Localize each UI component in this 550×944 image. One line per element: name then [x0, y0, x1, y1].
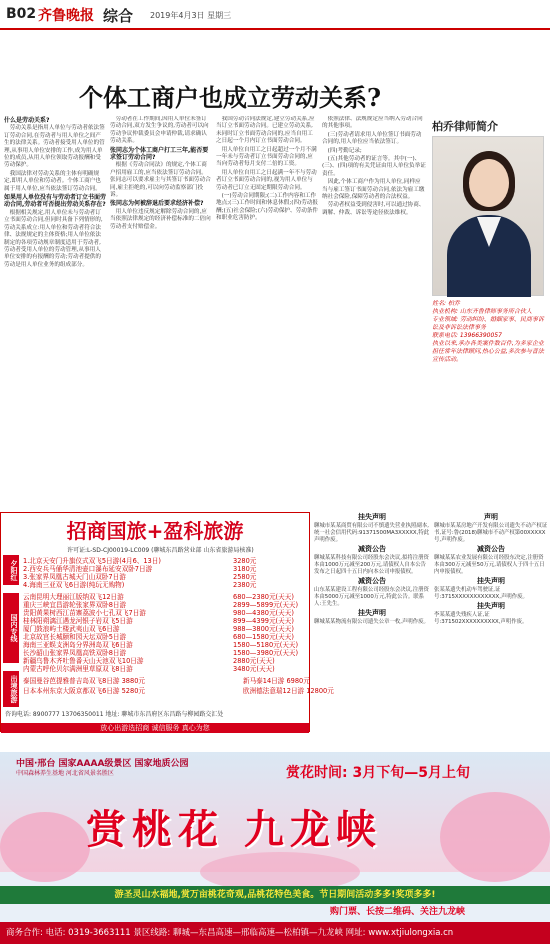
article-column-4	[322, 116, 426, 510]
route-price: 2580元	[233, 573, 257, 581]
article-column-3	[216, 116, 318, 510]
route-price: 1580—3980元(天天)	[233, 649, 299, 657]
notice-text: 聊城市某某房地产开发有限公司遗失不动产权证书,证号:鲁(2018)聊城市不动产权第00XXXXX号,声明作废。	[434, 523, 548, 543]
notice-heading: 声明	[484, 513, 498, 521]
label-short-trip: 夕阳红	[3, 555, 19, 585]
route-name: 重庆三峡宜昌游轮张家界双卧8日游	[23, 601, 127, 609]
route-price: 3480元(天天)	[233, 665, 275, 673]
route-name: 长沙韶山张家界凤凰高铁双卧8日游	[23, 649, 127, 657]
article-paragraph: 用人单位自用工之日起超过一个月不满一年未与劳动者订立书面劳动合同的,应当向劳动者每月支付二倍的工资。	[216, 146, 317, 168]
page-header	[0, 0, 550, 30]
route-name: 厦门鼓浪屿土楼武夷山双飞6日游	[23, 625, 120, 633]
newspaper-logo: 齐鲁晚报	[38, 8, 94, 24]
lawyer-intro-heading: 柏乔律师简介	[432, 120, 498, 133]
route-name: 贵阳黄果树西江苗寨荔波小七孔双飞7日游	[23, 609, 146, 617]
route-name: 云南昆明大理丽江版纳双飞12日游	[23, 593, 124, 601]
route-price: 2380元	[233, 581, 257, 589]
travel-ad-slogan: 放心出游选招商 诚信服务 真心为您	[1, 723, 309, 733]
issue-date: 2019年4月3日 星期三	[150, 11, 232, 20]
tour-route-row	[23, 663, 275, 673]
notices-column-1	[314, 512, 430, 748]
label-abroad: 出境旅游	[3, 671, 19, 707]
article-paragraph: 劳动关系是指用人单位与劳动者依法签订劳动合同,在劳动者与用人单位之间产生的法律关系。劳动者接受用人单位的管理,从事用人单位安排的工作,成为用人单位的成员,从用人单位领取劳动报酬和受劳动保护。	[4, 125, 105, 169]
route-name: 泰国曼谷芭提雅普吉岛双飞8日游 3880元	[23, 677, 145, 685]
notice-heading: 减资公告	[358, 577, 386, 585]
blossom-time: 赏花时间: 3月下旬—5月上旬	[286, 765, 470, 781]
route-name: 桂林阳朔漓江遇龙河银子岩双飞5日游	[23, 617, 133, 625]
article-subheading: 张同志为个体工商户打工三年,能否要求签订劳动合同?	[110, 146, 209, 162]
article-paragraph: 依照法律、法规规定应当纳入劳动合同的其他事项。	[322, 116, 423, 130]
ticket-promo: 购门票、长按二维码、关注九龙峡	[330, 907, 466, 917]
label-domestic: 国内专线	[3, 593, 19, 663]
route-price: 988—3800元(天天)	[233, 625, 294, 633]
route-price: 3280元	[233, 557, 257, 565]
travel-ad	[0, 512, 334, 732]
route-price: 980—4380元(天天)	[233, 609, 294, 617]
article-paragraph: (五)其他劳动者的证言等。其中(一)、(三)、(四)项的有关凭证由用人单位负举证责任。	[322, 156, 426, 177]
section-name: 综合	[103, 7, 134, 25]
tour-route-row	[23, 579, 257, 589]
article-paragraph: 我国劳动合同法规定,建立劳动关系,应当订立书面劳动合同。已建立劳动关系,未同时订立书面劳动合同的,应当自用工之日起一个月内订立书面劳动合同。	[216, 116, 315, 145]
route-name: 海南三亚蜈支洲岛分界洲岛双飞6日游	[23, 641, 133, 649]
notice-text: 聊城市某某商贸有限公司不慎遗失营业执照副本,统一社会信用代码:91371500MA3XXXXX,特此声明作废。	[314, 523, 430, 543]
route-price: 3180元	[233, 565, 257, 573]
route-price: 680—1580元(天天)	[233, 633, 294, 641]
article-paragraph: 因此,个体工商户作为用人单位,同样应当与雇工签订书面劳动合同,依法为雇工缴纳社会保险,保障劳动者的合法权益。	[322, 179, 425, 201]
route-price: 680—2380元(天天)	[233, 593, 294, 601]
article-paragraph: 用人单位自用工之日起满一年不与劳动者订立书面劳动合同的,视为用人单位与劳动者已订立无固定期限劳动合同。	[216, 169, 317, 191]
notices-column-2	[434, 512, 548, 748]
notice-text: 山东某某建设工程有限公司经股东会决议,注册资本由5000万元减至1000万元,特此公告。联系人:王先生。	[314, 587, 429, 607]
route-price: 1580—5180元(天天)	[233, 641, 299, 649]
notice-text: 张某某遗失机动车驾驶证,证号:3715XXXXXXXXXXXX,声明作废。	[434, 587, 528, 600]
article-subheading: 如果用人单位没有与劳动者订立书面劳动合同,劳动者可否提出劳动关系存在?	[4, 194, 106, 209]
notice-heading: 挂失声明	[358, 513, 386, 521]
article-paragraph: (一)劳动合同期限;(二)工作内容和工作地点;(三)工作时间和休息休假;(四)劳动报酬;(五)社会保险;(六)劳动保护、劳动条件和职业危害防护。	[216, 193, 318, 222]
article-paragraph: 根据《劳动合同法》的规定,个体工商户招用雇工的,应当依法签订劳动合同。张同志可以要求雇主与其签订书面劳动合同,雇主拒绝的,可以向劳动监察部门投诉。	[110, 162, 211, 199]
article-paragraph: 我国法律对劳动关系的主体有明确规定,即用人单位和劳动者。个体工商户也属于用人单位,应当依法签订劳动合同。	[4, 170, 101, 192]
page-number: B02	[6, 6, 37, 22]
route-name: 新疆乌鲁木齐吐鲁番天山天池双飞10日游	[23, 657, 144, 665]
notice-heading: 挂失声明	[477, 577, 505, 585]
notice-heading: 减资公告	[358, 545, 386, 553]
travel-ad-title: 招商国旅+盈科旅游	[66, 519, 244, 543]
travel-ad-contact: 咨询电话: 8900777 13706350011 地址: 聊城市东昌府区东昌路与柳园路交汇处	[5, 711, 224, 718]
notice-text: 聊城某某科技有限公司经股东会决议,拟将注册资本由1000万元减至200万元,请债权人自本公告发布之日起四十五日内向本公司申报债权。	[314, 555, 429, 575]
ad-headline: 赏桃花 九龙峡	[86, 806, 382, 853]
jiulongxia-ad	[0, 752, 550, 944]
article-paragraph: (三)劳动者请求用人单位签订书面劳动合同的,用人单位应当依法签订。	[322, 131, 422, 146]
travel-ad-banner	[1, 513, 309, 543]
route-price: 2880元(天天)	[233, 657, 275, 665]
article-paragraph: 劳动者在工作期间,因用人单位未签订劳动合同,双方发生争议的,劳动者可以向劳动争议仲裁委员会申请仲裁,请求确认劳动关系。	[110, 116, 209, 145]
route-name: 北京故宫长城颐和园天坛双卧5日游	[23, 633, 127, 641]
route-price: 2899—5899元(天天)	[233, 601, 299, 609]
article-title: 个体工商户也成立劳动关系?	[78, 83, 382, 112]
route-name: 3.张家界凤凰古城天门山双卧7日游	[23, 573, 126, 581]
notice-heading: 挂失声明	[358, 609, 386, 617]
article-column-1	[4, 116, 106, 510]
article-column-2	[110, 116, 212, 510]
contact-bar: 商务合作: 电话: 0319-3663111 景区线路: 聊城—东昌高速—邢临高速—松柏镇—九龙峡 网址: www.xtjiulongxia.cn	[0, 922, 550, 944]
article-paragraph: (四)考勤记录;	[327, 147, 362, 154]
notice-text: 李某某遗失残疾人证,证号:371502XXXXXXXXXX,声明作废。	[434, 612, 528, 625]
tour-route-row	[23, 675, 310, 685]
notice-heading: 挂失声明	[477, 602, 505, 610]
notice-text: 聊城某某农业发展有限公司经股东决定,注册资本由300万元减至50万元,请债权人于四十五日内申报债权。	[434, 555, 545, 575]
route-name: 4.海南三亚双飞6日游(纯玩无购物)	[23, 581, 125, 589]
article-subheading: 张同志为何被辞退后要求经济补偿?	[110, 200, 204, 208]
route-name: 内蒙古呼伦贝尔满洲里草原双飞8日游	[23, 665, 133, 673]
lawyer-bio: 姓名: 柏乔 执业机构: 山东齐鲁律师事务所合伙人 专业领域: 劳动纠纷、婚姻家事、民商事诉讼及非诉讼法律事务 联系电话: 13966390057 执业以来,承办各类案件数百件,为多家企业担任常年法律顾问,热心公益,多次参与普法宣传活动。	[432, 300, 544, 363]
article-paragraph: 根据相关规定,用人单位未与劳动者订立书面劳动合同,但同时具备下列情形的,劳动关系成立:用人单位和劳动者符合法律、法规规定的主体资格;用人单位依法制定的各项劳动规章制度适用于劳动者,劳动者受用人单位的劳动管理,从事用人单位安排的有报酬的劳动;劳动者提供的劳动是用人单位业务的组成部分。	[4, 209, 103, 268]
article-paragraph: 用人单位违反规定解除劳动合同的,应当依照法律规定的经济补偿标准的二倍向劳动者支付赔偿金。	[110, 208, 211, 230]
scenic-region: 中国·邢台 国家AAAA级景区 国家地质公园	[16, 759, 189, 769]
scenic-subtitle: 中国森林养生基地 河北省风景名胜区	[16, 770, 114, 777]
notice-heading: 减资公告	[477, 545, 505, 553]
route-name: 日本本州东京大阪京都双飞6日游 5280元	[23, 687, 145, 695]
tour-route-row	[23, 685, 334, 695]
lawyer-photo	[432, 136, 544, 296]
route-price: 899—4399元(天天)	[233, 617, 294, 625]
route-name: 2.西安兵马俑华清池壶口瀑布延安双卧7日游	[23, 565, 153, 573]
notice-text: 聊城某某物流有限公司遗失公章一枚,声明作废。	[314, 619, 429, 625]
travel-license: 许可证:L-SD-CJ00019-LC009 (聊城东昌路营业部 山东省旅游局核准)	[67, 547, 254, 554]
route-extra: 新马泰14日游 6980元	[243, 677, 310, 685]
route-extra: 欧洲德法意瑞12日游 12800元	[243, 687, 334, 695]
article-paragraph: 劳动者权益受到侵害时,可以通过协商、调解、仲裁、诉讼等途径依法维权。	[322, 202, 425, 216]
promo-bar: 游圣灵山水福地,赏万亩桃花奇观,品桃花特色美食。节日期间活动多多!奖项多多!	[0, 886, 550, 904]
article-subheading: 什么是劳动关系?	[4, 117, 50, 124]
route-name: 1.北京天安门升旗仪式双飞5日游(4月6、13日)	[23, 557, 161, 565]
